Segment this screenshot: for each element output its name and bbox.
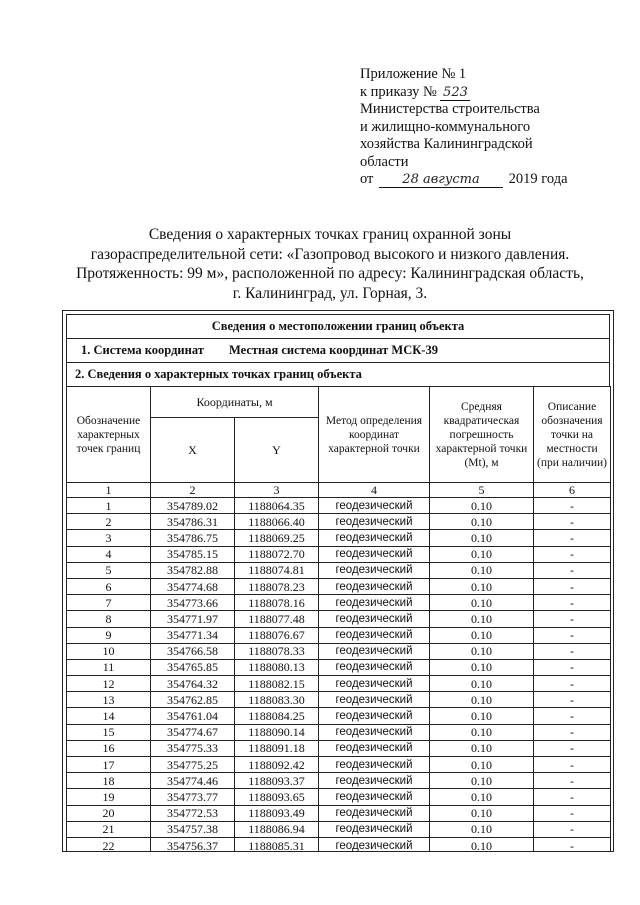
method-cell: геодезический xyxy=(319,692,430,708)
accuracy-cell: 0.10 xyxy=(430,708,534,724)
point-number-cell: 15 xyxy=(67,724,151,740)
method-cell: геодезический xyxy=(319,724,430,740)
description-cell: - xyxy=(534,789,611,805)
x-coordinate-cell: 354782.88 xyxy=(151,562,235,578)
column-number: 3 xyxy=(235,483,319,498)
description-cell: - xyxy=(534,740,611,756)
x-coordinate-cell: 354773.66 xyxy=(151,595,235,611)
table-row xyxy=(67,514,611,530)
order-prefix: к приказу № xyxy=(360,83,437,100)
coordinate-system-label: 1. Система координат xyxy=(81,343,204,357)
description-cell: - xyxy=(534,724,611,740)
x-coordinate-cell: 354774.67 xyxy=(151,724,235,740)
y-coordinate-cell: 1188092.42 xyxy=(235,757,319,773)
point-number-cell: 12 xyxy=(67,676,151,692)
header-y: Y xyxy=(235,418,319,483)
point-number-cell: 14 xyxy=(67,708,151,724)
point-number-cell: 11 xyxy=(67,659,151,675)
y-coordinate-cell: 1188083.30 xyxy=(235,692,319,708)
column-number: 4 xyxy=(319,483,430,498)
y-coordinate-cell: 1188093.65 xyxy=(235,789,319,805)
accuracy-cell: 0.10 xyxy=(430,740,534,756)
title-line: Сведения о характерных точках границ охранной зоны xyxy=(148,226,512,243)
accuracy-cell: 0.10 xyxy=(430,773,534,789)
point-number-cell: 21 xyxy=(67,821,151,837)
y-coordinate-cell: 1188080.13 xyxy=(235,659,319,675)
description-cell: - xyxy=(534,514,611,530)
document-title xyxy=(60,225,600,303)
method-cell: геодезический xyxy=(319,740,430,756)
table-row xyxy=(67,659,611,675)
point-number-cell: 4 xyxy=(67,546,151,562)
method-cell: геодезический xyxy=(319,789,430,805)
accuracy-cell: 0.10 xyxy=(430,643,534,659)
point-number-cell: 6 xyxy=(67,578,151,594)
ministry-line: и жилищно-коммунального xyxy=(360,118,531,135)
method-cell: геодезический xyxy=(319,757,430,773)
x-coordinate-cell: 354775.25 xyxy=(151,757,235,773)
point-number-cell: 19 xyxy=(67,789,151,805)
accuracy-cell: 0.10 xyxy=(430,595,534,611)
accuracy-cell: 0.10 xyxy=(430,805,534,821)
point-number-cell: 8 xyxy=(67,611,151,627)
point-number-cell: 10 xyxy=(67,643,151,659)
header-method: Метод определения координат характерной точки xyxy=(319,387,430,483)
description-cell: - xyxy=(534,562,611,578)
y-coordinate-cell: 1188093.37 xyxy=(235,773,319,789)
y-coordinate-cell: 1188078.23 xyxy=(235,578,319,594)
x-coordinate-cell: 354789.02 xyxy=(151,498,235,514)
x-coordinate-cell: 354774.46 xyxy=(151,773,235,789)
description-cell: - xyxy=(534,578,611,594)
title-line: газораспределительной сети: «Газопровод высокого и низкого давления. xyxy=(90,245,570,263)
description-cell: - xyxy=(534,821,611,837)
point-number-cell: 5 xyxy=(67,562,151,578)
y-coordinate-cell: 1188082.15 xyxy=(235,676,319,692)
description-cell: - xyxy=(534,530,611,546)
accuracy-cell: 0.10 xyxy=(430,676,534,692)
accuracy-cell: 0.10 xyxy=(430,611,534,627)
method-cell: геодезический xyxy=(319,805,430,821)
point-number-cell: 13 xyxy=(67,692,151,708)
table-row xyxy=(67,789,611,805)
description-cell: - xyxy=(534,773,611,789)
y-coordinate-cell: 1188069.25 xyxy=(235,530,319,546)
ministry-line: области xyxy=(360,153,409,170)
table-row xyxy=(67,546,611,562)
column-number: 2 xyxy=(151,483,235,498)
point-number-cell: 20 xyxy=(67,805,151,821)
point-number-cell: 18 xyxy=(67,773,151,789)
x-coordinate-cell: 354774.68 xyxy=(151,578,235,594)
accuracy-cell: 0.10 xyxy=(430,498,534,514)
table-row xyxy=(67,724,611,740)
method-cell: геодезический xyxy=(319,659,430,675)
x-coordinate-cell: 354771.34 xyxy=(151,627,235,643)
y-coordinate-cell: 1188078.33 xyxy=(235,643,319,659)
accuracy-cell: 0.10 xyxy=(430,659,534,675)
accuracy-cell: 0.10 xyxy=(430,692,534,708)
method-cell: геодезический xyxy=(319,546,430,562)
ministry-line: хозяйства Калининградской xyxy=(360,136,533,152)
method-cell: геодезический xyxy=(319,821,430,837)
x-coordinate-cell: 354756.37 xyxy=(151,837,235,852)
date-year: 2019 года xyxy=(508,171,568,187)
y-coordinate-cell: 1188072.70 xyxy=(235,546,319,562)
y-coordinate-cell: 1188091.18 xyxy=(235,740,319,756)
header-accuracy: Средняя квадратическая погрешность характерной точки (Mt), м xyxy=(430,387,534,483)
y-coordinate-cell: 1188085.31 xyxy=(235,837,319,852)
accuracy-cell: 0.10 xyxy=(430,530,534,546)
table-row xyxy=(67,708,611,724)
y-coordinate-cell: 1188074.81 xyxy=(235,562,319,578)
point-number-cell: 7 xyxy=(67,595,151,611)
method-cell: геодезический xyxy=(319,708,430,724)
table-row xyxy=(67,821,611,837)
y-coordinate-cell: 1188093.49 xyxy=(235,805,319,821)
header-coordinates: Координаты, м xyxy=(151,387,319,418)
point-number-cell: 3 xyxy=(67,530,151,546)
ministry-line: Министерства строительства xyxy=(360,101,540,117)
accuracy-cell: 0.10 xyxy=(430,724,534,740)
point-number-cell: 1 xyxy=(67,498,151,514)
x-coordinate-cell: 354771.97 xyxy=(151,611,235,627)
table-row xyxy=(67,627,611,643)
method-cell: геодезический xyxy=(319,530,430,546)
method-cell: геодезический xyxy=(319,611,430,627)
x-coordinate-cell: 354757.38 xyxy=(151,821,235,837)
point-number-cell: 2 xyxy=(67,514,151,530)
table-row xyxy=(67,805,611,821)
title-line: Протяженность: 99 м», расположенной по адресу: Калининградская область, xyxy=(76,265,584,282)
table-row xyxy=(67,595,611,611)
description-cell: - xyxy=(534,676,611,692)
header-point-designation: Обозначение характерных точек границ xyxy=(67,387,151,483)
appendix-block xyxy=(360,66,568,189)
method-cell: геодезический xyxy=(319,627,430,643)
table-row xyxy=(67,676,611,692)
column-number: 1 xyxy=(67,483,151,498)
x-coordinate-cell: 354766.58 xyxy=(151,643,235,659)
description-cell: - xyxy=(534,627,611,643)
y-coordinate-cell: 1188077.48 xyxy=(235,611,319,627)
table-row xyxy=(67,498,611,514)
x-coordinate-cell: 354775.33 xyxy=(151,740,235,756)
accuracy-cell: 0.10 xyxy=(430,837,534,852)
characteristic-points-table xyxy=(66,386,611,852)
description-cell: - xyxy=(534,692,611,708)
order-reference xyxy=(360,84,568,102)
y-coordinate-cell: 1188086.94 xyxy=(235,821,319,837)
description-cell: - xyxy=(534,757,611,773)
y-coordinate-cell: 1188078.16 xyxy=(235,595,319,611)
table-row xyxy=(67,643,611,659)
coordinate-system-row xyxy=(66,338,610,362)
point-number-cell: 16 xyxy=(67,740,151,756)
table-row xyxy=(67,773,611,789)
accuracy-cell: 0.10 xyxy=(430,821,534,837)
description-cell: - xyxy=(534,805,611,821)
description-cell: - xyxy=(534,595,611,611)
table-row xyxy=(67,692,611,708)
description-cell: - xyxy=(534,611,611,627)
points-table-body xyxy=(67,498,611,853)
accuracy-cell: 0.10 xyxy=(430,757,534,773)
accuracy-cell: 0.10 xyxy=(430,562,534,578)
table-row xyxy=(67,740,611,756)
method-cell: геодезический xyxy=(319,837,430,852)
method-cell: геодезический xyxy=(319,562,430,578)
x-coordinate-cell: 354762.85 xyxy=(151,692,235,708)
date-handwritten: 28 августа xyxy=(379,173,503,188)
date-prefix: от xyxy=(360,171,374,187)
x-coordinate-cell: 354772.53 xyxy=(151,805,235,821)
column-number: 6 xyxy=(534,483,611,498)
table-row xyxy=(67,530,611,546)
accuracy-cell: 0.10 xyxy=(430,514,534,530)
y-coordinate-cell: 1188076.67 xyxy=(235,627,319,643)
header-x: X xyxy=(151,418,235,483)
description-cell: - xyxy=(534,708,611,724)
accuracy-cell: 0.10 xyxy=(430,578,534,594)
x-coordinate-cell: 354786.75 xyxy=(151,530,235,546)
y-coordinate-cell: 1188066.40 xyxy=(235,514,319,530)
x-coordinate-cell: 354765.85 xyxy=(151,659,235,675)
point-number-cell: 22 xyxy=(67,837,151,852)
appendix-number: Приложение № 1 xyxy=(360,66,467,82)
method-cell: геодезический xyxy=(319,643,430,659)
y-coordinate-cell: 1188090.14 xyxy=(235,724,319,740)
description-cell: - xyxy=(534,643,611,659)
x-coordinate-cell: 354764.32 xyxy=(151,676,235,692)
y-coordinate-cell: 1188084.25 xyxy=(235,708,319,724)
method-cell: геодезический xyxy=(319,498,430,514)
header-description: Описание обозначения точки на местности (при наличии) xyxy=(534,387,611,483)
description-cell: - xyxy=(534,498,611,514)
description-cell: - xyxy=(534,659,611,675)
x-coordinate-cell: 354786.31 xyxy=(151,514,235,530)
point-number-cell: 9 xyxy=(67,627,151,643)
method-cell: геодезический xyxy=(319,595,430,611)
x-coordinate-cell: 354773.77 xyxy=(151,789,235,805)
accuracy-cell: 0.10 xyxy=(430,627,534,643)
order-date xyxy=(360,171,568,189)
description-cell: - xyxy=(534,837,611,852)
y-coordinate-cell: 1188064.35 xyxy=(235,498,319,514)
description-cell: - xyxy=(534,546,611,562)
boundary-table-frame xyxy=(62,310,614,852)
table-row xyxy=(67,757,611,773)
table-row xyxy=(67,611,611,627)
table-row xyxy=(67,578,611,594)
table-row xyxy=(67,837,611,852)
points-section-label: 2. Сведения о характерных точках границ объекта xyxy=(66,362,610,386)
section-title: Сведения о местоположении границ объекта xyxy=(66,314,610,338)
table-row xyxy=(67,562,611,578)
title-line: г. Калининград, ул. Горная, 3. xyxy=(232,284,428,302)
coordinate-system-value: Местная система координат МСК-39 xyxy=(229,343,438,357)
accuracy-cell: 0.10 xyxy=(430,546,534,562)
method-cell: геодезический xyxy=(319,773,430,789)
method-cell: геодезический xyxy=(319,676,430,692)
x-coordinate-cell: 354761.04 xyxy=(151,708,235,724)
column-number: 5 xyxy=(430,483,534,498)
order-number-handwritten: 523 xyxy=(440,86,470,101)
method-cell: геодезический xyxy=(319,514,430,530)
accuracy-cell: 0.10 xyxy=(430,789,534,805)
point-number-cell: 17 xyxy=(67,757,151,773)
method-cell: геодезический xyxy=(319,578,430,594)
x-coordinate-cell: 354785.15 xyxy=(151,546,235,562)
